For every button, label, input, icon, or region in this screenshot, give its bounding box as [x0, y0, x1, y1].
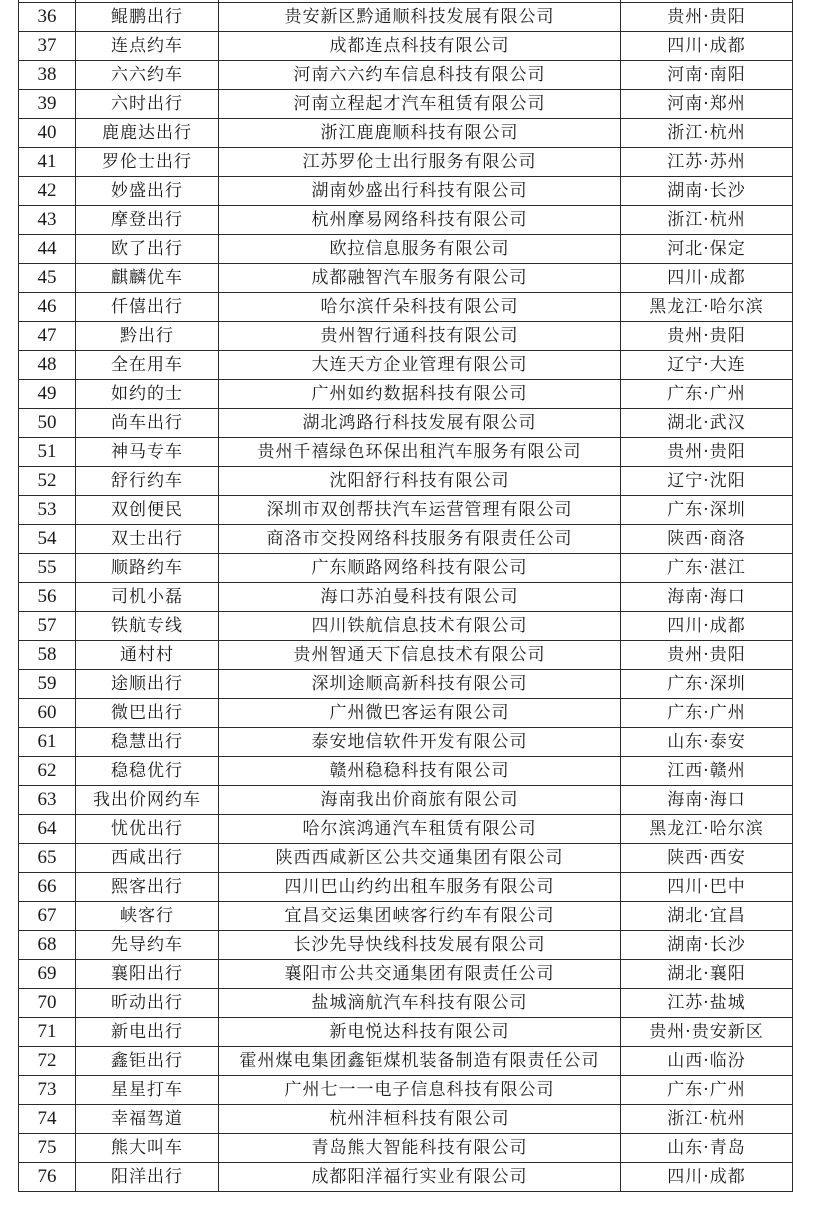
- cell-company: 青岛熊大智能科技有限公司: [219, 1134, 621, 1163]
- table-row: [19, 583, 793, 612]
- table-row: [19, 728, 793, 757]
- cell-number: 57: [19, 612, 76, 641]
- cell-number: 56: [19, 583, 76, 612]
- cell-number: 55: [19, 554, 76, 583]
- cell-location: 贵州·贵安新区: [621, 1018, 793, 1047]
- cell-number: 75: [19, 1134, 76, 1163]
- cell-number: 76: [19, 1163, 76, 1192]
- cell-location: 四川·成都: [621, 612, 793, 641]
- cell-brand: 仟僖出行: [76, 293, 219, 322]
- cell-location: 四川·成都: [621, 32, 793, 61]
- table-row: [19, 554, 793, 583]
- table-row: [19, 612, 793, 641]
- table-row: [19, 351, 793, 380]
- cell-company: 湖北鸿路行科技发展有限公司: [219, 409, 621, 438]
- cell-number: 41: [19, 148, 76, 177]
- cell-location: 广东·广州: [621, 1076, 793, 1105]
- cell-company: 成都连点科技有限公司: [219, 32, 621, 61]
- cell-location: 贵州·贵阳: [621, 3, 793, 32]
- cell-company: 成都阳洋福行实业有限公司: [219, 1163, 621, 1192]
- cell-brand: 鲲鹏出行: [76, 3, 219, 32]
- cell-location: 黑龙江·哈尔滨: [621, 815, 793, 844]
- cell-brand: 黔出行: [76, 322, 219, 351]
- cell-brand: 六时出行: [76, 90, 219, 119]
- table-row: [19, 525, 793, 554]
- cell-brand: 微巴出行: [76, 699, 219, 728]
- table-row: [19, 1134, 793, 1163]
- cell-company: 四川铁航信息技术有限公司: [219, 612, 621, 641]
- cell-number: 51: [19, 438, 76, 467]
- cell-brand: 幸福驾道: [76, 1105, 219, 1134]
- cell-company: 盐城滴航汽车科技有限公司: [219, 989, 621, 1018]
- cell-brand: 妙盛出行: [76, 177, 219, 206]
- cell-location: 贵州·贵阳: [621, 322, 793, 351]
- cell-number: 66: [19, 873, 76, 902]
- cell-brand: 铁航专线: [76, 612, 219, 641]
- cell-number: 71: [19, 1018, 76, 1047]
- cell-company: 赣州稳稳科技有限公司: [219, 757, 621, 786]
- cell-brand: 昕动出行: [76, 989, 219, 1018]
- cell-location: 浙江·杭州: [621, 206, 793, 235]
- cell-company: 海口苏泊曼科技有限公司: [219, 583, 621, 612]
- cell-number: 53: [19, 496, 76, 525]
- cell-location: 广东·深圳: [621, 496, 793, 525]
- table-row: [19, 61, 793, 90]
- cell-number: 73: [19, 1076, 76, 1105]
- cell-company: 贵州千禧绿色环保出租汽车服务有限公司: [219, 438, 621, 467]
- cell-number: 58: [19, 641, 76, 670]
- table-row: [19, 206, 793, 235]
- table-row: [19, 1076, 793, 1105]
- cell-location: 山东·青岛: [621, 1134, 793, 1163]
- cell-company: 沈阳舒行科技有限公司: [219, 467, 621, 496]
- cell-number: 48: [19, 351, 76, 380]
- cell-number: 62: [19, 757, 76, 786]
- cell-company: 陕西西咸新区公共交通集团有限公司: [219, 844, 621, 873]
- cell-location: 浙江·杭州: [621, 119, 793, 148]
- table-row: [19, 641, 793, 670]
- cell-brand: 罗伦士出行: [76, 148, 219, 177]
- cell-number: 38: [19, 61, 76, 90]
- table-row: [19, 902, 793, 931]
- cell-number: 60: [19, 699, 76, 728]
- cell-company: 广州微巴客运有限公司: [219, 699, 621, 728]
- table-row: [19, 322, 793, 351]
- cell-brand: 摩登出行: [76, 206, 219, 235]
- table-row: [19, 177, 793, 206]
- cell-company: 大连天方企业管理有限公司: [219, 351, 621, 380]
- cell-brand: 阳洋出行: [76, 1163, 219, 1192]
- cell-company: 深圳市双创帮扶汽车运营管理有限公司: [219, 496, 621, 525]
- cell-number: 59: [19, 670, 76, 699]
- cell-number: 64: [19, 815, 76, 844]
- cell-location: 贵州·贵阳: [621, 641, 793, 670]
- cell-company: 贵州智通天下信息技术有限公司: [219, 641, 621, 670]
- table-row: [19, 235, 793, 264]
- cell-company: 河南六六约车信息科技有限公司: [219, 61, 621, 90]
- cell-number: 67: [19, 902, 76, 931]
- cell-location: 贵州·贵阳: [621, 438, 793, 467]
- cell-number: 63: [19, 786, 76, 815]
- cell-company: 泰安地信软件开发有限公司: [219, 728, 621, 757]
- table-body: [19, 0, 793, 1192]
- cell-brand: 麒麟优车: [76, 264, 219, 293]
- cell-brand: 熙客出行: [76, 873, 219, 902]
- cell-location: 广东·广州: [621, 380, 793, 409]
- table-row: [19, 1105, 793, 1134]
- cell-company: 霍州煤电集团鑫钜煤机装备制造有限责任公司: [219, 1047, 621, 1076]
- cell-location: 湖北·襄阳: [621, 960, 793, 989]
- cell-brand: 连点约车: [76, 32, 219, 61]
- cell-brand: 欧了出行: [76, 235, 219, 264]
- cell-brand: 稳稳优行: [76, 757, 219, 786]
- cell-number: 39: [19, 90, 76, 119]
- cell-company: 湖南妙盛出行科技有限公司: [219, 177, 621, 206]
- cell-location: 浙江·杭州: [621, 1105, 793, 1134]
- cell-company: 杭州摩易网络科技有限公司: [219, 206, 621, 235]
- table-row: [19, 670, 793, 699]
- table-row: [19, 438, 793, 467]
- cell-company: 江苏罗伦士出行服务有限公司: [219, 148, 621, 177]
- cell-number: 65: [19, 844, 76, 873]
- table-row: [19, 409, 793, 438]
- cell-location: 河南·郑州: [621, 90, 793, 119]
- cell-number: 43: [19, 206, 76, 235]
- cell-number: 36: [19, 3, 76, 32]
- cell-company: 成都融智汽车服务有限公司: [219, 264, 621, 293]
- cell-brand: 尚车出行: [76, 409, 219, 438]
- table-row: [19, 119, 793, 148]
- document-table-container: [18, 0, 792, 1192]
- table-row: [19, 293, 793, 322]
- cell-location: 四川·成都: [621, 1163, 793, 1192]
- cell-location: 海南·海口: [621, 583, 793, 612]
- cell-brand: 新电出行: [76, 1018, 219, 1047]
- cell-brand: 双创便民: [76, 496, 219, 525]
- cell-location: 江苏·盐城: [621, 989, 793, 1018]
- cell-location: 江苏·苏州: [621, 148, 793, 177]
- cell-location: 山东·泰安: [621, 728, 793, 757]
- cell-brand: 途顺出行: [76, 670, 219, 699]
- cell-company: 贵安新区黔通顺科技发展有限公司: [219, 3, 621, 32]
- cell-company: 哈尔滨仟朵科技有限公司: [219, 293, 621, 322]
- table-row: [19, 148, 793, 177]
- ride-hailing-platform-table: [18, 0, 793, 1192]
- cell-location: 黑龙江·哈尔滨: [621, 293, 793, 322]
- cell-company: 新电悦达科技有限公司: [219, 1018, 621, 1047]
- table-row: [19, 264, 793, 293]
- cell-location: 湖南·长沙: [621, 931, 793, 960]
- table-row: [19, 496, 793, 525]
- cell-location: 河南·南阳: [621, 61, 793, 90]
- cell-brand: 西咸出行: [76, 844, 219, 873]
- cell-location: 广东·广州: [621, 699, 793, 728]
- table-row: [19, 3, 793, 32]
- table-row: [19, 815, 793, 844]
- cell-company: 四川巴山约约出租车服务有限公司: [219, 873, 621, 902]
- cell-number: 47: [19, 322, 76, 351]
- cell-number: 45: [19, 264, 76, 293]
- cell-company: 欧拉信息服务有限公司: [219, 235, 621, 264]
- cell-number: 40: [19, 119, 76, 148]
- cell-brand: 峡客行: [76, 902, 219, 931]
- cell-brand: 双士出行: [76, 525, 219, 554]
- cell-location: 山西·临汾: [621, 1047, 793, 1076]
- cell-location: 辽宁·沈阳: [621, 467, 793, 496]
- cell-brand: 全在用车: [76, 351, 219, 380]
- cell-number: 42: [19, 177, 76, 206]
- cell-company: 商洛市交投网络科技服务有限责任公司: [219, 525, 621, 554]
- cell-company: 深圳途顺高新科技有限公司: [219, 670, 621, 699]
- cell-company: 浙江鹿鹿顺科技有限公司: [219, 119, 621, 148]
- cell-number: 50: [19, 409, 76, 438]
- table-row: [19, 699, 793, 728]
- table-row: [19, 1018, 793, 1047]
- table-row: [19, 90, 793, 119]
- cell-brand: 顺路约车: [76, 554, 219, 583]
- table-row: [19, 380, 793, 409]
- cell-brand: 如约的士: [76, 380, 219, 409]
- table-row: [19, 931, 793, 960]
- table-row: [19, 960, 793, 989]
- cell-brand: 星星打车: [76, 1076, 219, 1105]
- cell-location: 江西·赣州: [621, 757, 793, 786]
- cell-company: 襄阳市公共交通集团有限责任公司: [219, 960, 621, 989]
- cell-brand: 舒行约车: [76, 467, 219, 496]
- cell-brand: 神马专车: [76, 438, 219, 467]
- cell-company: 海南我出价商旅有限公司: [219, 786, 621, 815]
- cell-number: 70: [19, 989, 76, 1018]
- table-row: [19, 844, 793, 873]
- cell-company: 长沙先导快线科技发展有限公司: [219, 931, 621, 960]
- cell-number: 74: [19, 1105, 76, 1134]
- cell-location: 辽宁·大连: [621, 351, 793, 380]
- cell-number: 61: [19, 728, 76, 757]
- table-row: [19, 467, 793, 496]
- table-row: [19, 32, 793, 61]
- cell-brand: 襄阳出行: [76, 960, 219, 989]
- cell-location: 湖北·武汉: [621, 409, 793, 438]
- cell-brand: 通村村: [76, 641, 219, 670]
- cell-location: 四川·成都: [621, 264, 793, 293]
- cell-number: 37: [19, 32, 76, 61]
- cell-company: 广东顺路网络科技有限公司: [219, 554, 621, 583]
- cell-company: 宜昌交运集团峡客行约车有限公司: [219, 902, 621, 931]
- table-row: [19, 757, 793, 786]
- cell-brand: 稳慧出行: [76, 728, 219, 757]
- cell-location: 河北·保定: [621, 235, 793, 264]
- cell-brand: 六六约车: [76, 61, 219, 90]
- cell-brand: 司机小磊: [76, 583, 219, 612]
- cell-number: 72: [19, 1047, 76, 1076]
- cell-number: 54: [19, 525, 76, 554]
- table-row: [19, 989, 793, 1018]
- cell-location: 陕西·西安: [621, 844, 793, 873]
- cell-location: 广东·深圳: [621, 670, 793, 699]
- cell-brand: 我出价网约车: [76, 786, 219, 815]
- cell-company: 广州七一一电子信息科技有限公司: [219, 1076, 621, 1105]
- cell-location: 广东·湛江: [621, 554, 793, 583]
- cell-company: 河南立程起才汽车租赁有限公司: [219, 90, 621, 119]
- cell-company: 广州如约数据科技有限公司: [219, 380, 621, 409]
- cell-brand: 熊大叫车: [76, 1134, 219, 1163]
- cell-location: 湖北·宜昌: [621, 902, 793, 931]
- cell-brand: 忧优出行: [76, 815, 219, 844]
- cell-company: 杭州沣桓科技有限公司: [219, 1105, 621, 1134]
- table-row: [19, 786, 793, 815]
- cell-number: 49: [19, 380, 76, 409]
- cell-location: 陕西·商洛: [621, 525, 793, 554]
- cell-number: 46: [19, 293, 76, 322]
- table-row: [19, 873, 793, 902]
- cell-company: 哈尔滨鸿通汽车租赁有限公司: [219, 815, 621, 844]
- cell-location: 海南·海口: [621, 786, 793, 815]
- cell-number: 52: [19, 467, 76, 496]
- cell-brand: 鹿鹿达出行: [76, 119, 219, 148]
- cell-company: 贵州智行通科技有限公司: [219, 322, 621, 351]
- cell-location: 湖南·长沙: [621, 177, 793, 206]
- cell-number: 44: [19, 235, 76, 264]
- cell-brand: 先导约车: [76, 931, 219, 960]
- table-row: [19, 1047, 793, 1076]
- cell-number: 68: [19, 931, 76, 960]
- table-row: [19, 1163, 793, 1192]
- cell-number: 69: [19, 960, 76, 989]
- cell-location: 四川·巴中: [621, 873, 793, 902]
- cell-brand: 鑫钜出行: [76, 1047, 219, 1076]
